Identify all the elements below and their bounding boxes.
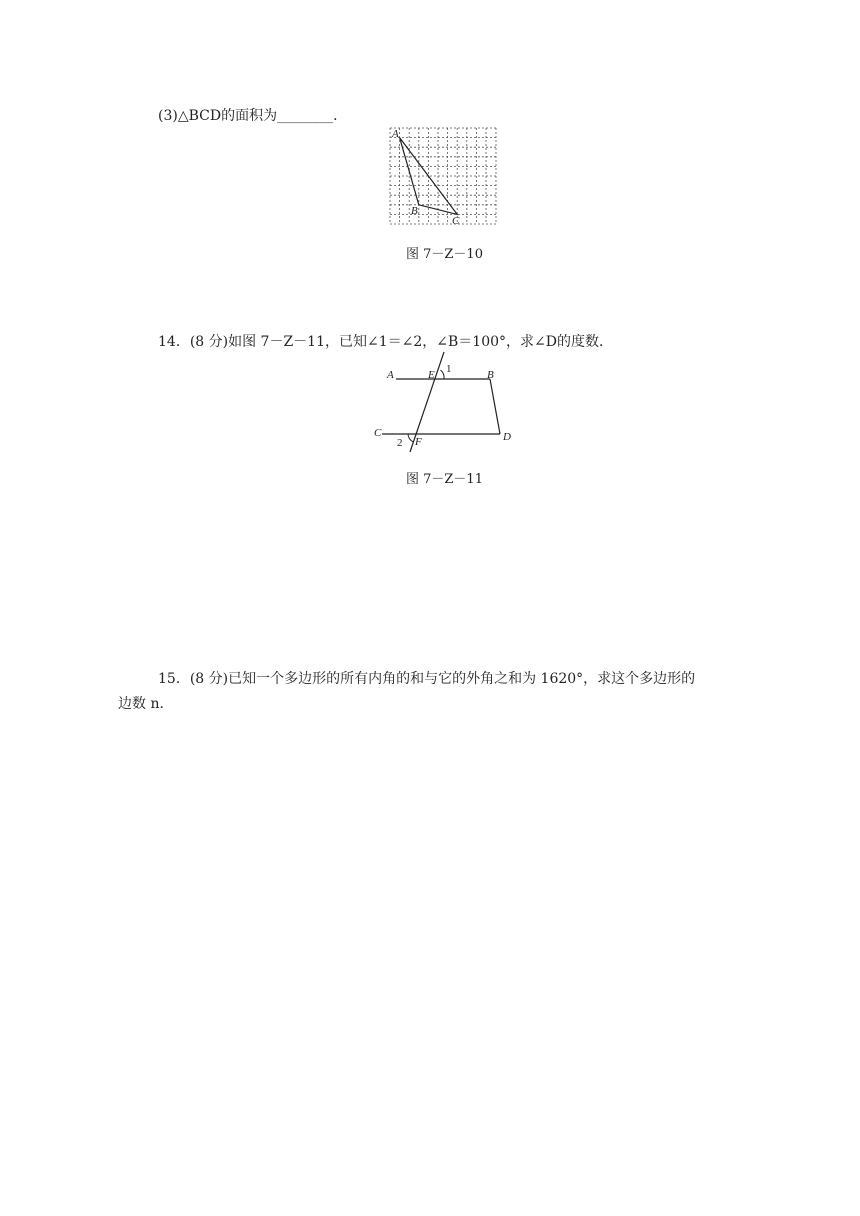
angle-2-arc [408, 434, 414, 442]
label-a: A [387, 369, 394, 381]
label-c: C [374, 427, 382, 439]
label-e: E [428, 369, 435, 381]
figure-10-caption: 图 7－Z－10 [406, 247, 483, 262]
label-c: C [452, 215, 460, 227]
label-d: D [503, 431, 511, 443]
figure-7-z-10 [388, 126, 498, 226]
segment-bd [490, 379, 500, 434]
q15-line-2: 边数 n. [118, 696, 164, 712]
q15-line-1: 15．(8 分)已知一个多边形的所有内角的和与它的外角之和为 1620°，求这个多边形的 [158, 671, 696, 687]
q13-part3-text: (3)△BCD的面积为________． [158, 108, 348, 124]
q14-text: 14．(8 分)如图 7－Z－11，已知∠1＝∠2，∠B＝100°，求∠D的度数． [158, 334, 613, 350]
label-a: A [392, 128, 399, 140]
label-2: 2 [397, 437, 403, 449]
label-f: F [415, 436, 422, 448]
figure-7-z-11 [372, 352, 522, 452]
figure-11-caption: 图 7－Z－11 [406, 472, 483, 487]
angle-1-arc [441, 370, 445, 379]
dashed-grid [390, 128, 496, 224]
label-b: B [487, 369, 494, 381]
label-1: 1 [446, 363, 452, 375]
label-b: B [411, 205, 418, 217]
